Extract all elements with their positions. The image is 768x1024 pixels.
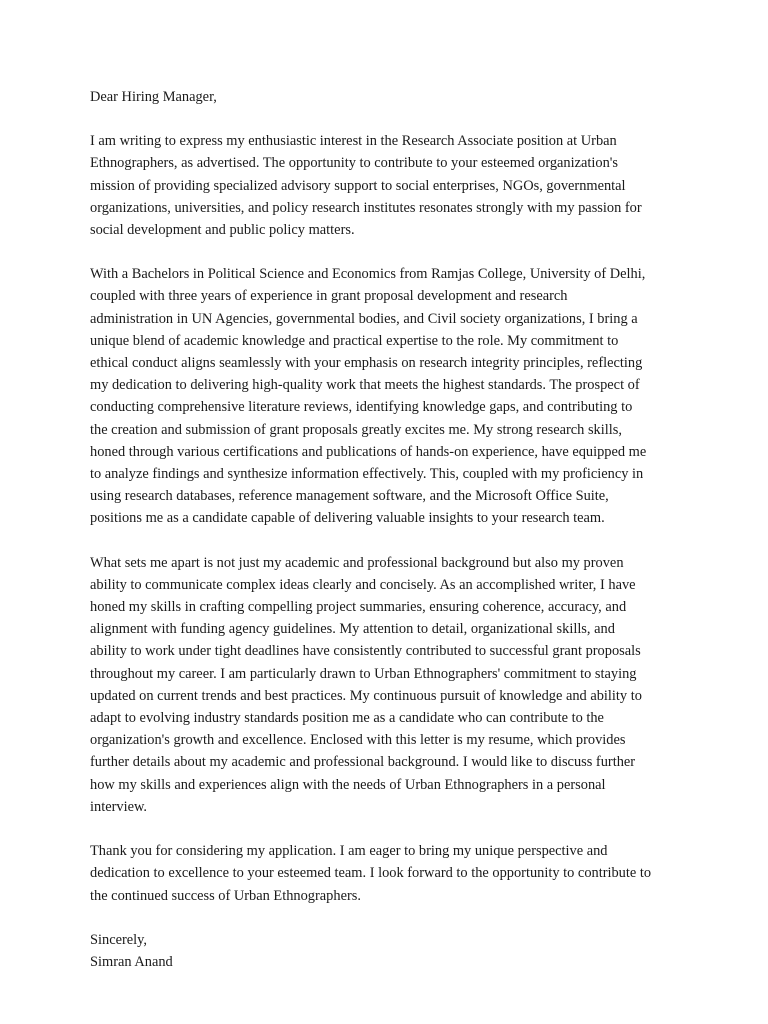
text-line: coupled with three years of experience in grant proposal development and research	[90, 288, 568, 305]
text-line: positions me as a candidate capable of delivering valuable insights to your research team.	[90, 510, 605, 527]
closing-block	[90, 929, 690, 973]
paragraph-background	[90, 263, 690, 529]
text-line: What sets me apart is not just my academic and professional background but also my proven	[90, 554, 624, 571]
paragraph-intro	[90, 130, 690, 241]
text-line: the continued success of Urban Ethnographers.	[90, 887, 361, 904]
text-line: social development and public policy matters.	[90, 222, 355, 239]
text-line: ability to work under tight deadlines have consistently contributed to successful grant proposals	[90, 643, 641, 660]
text-line: organizations, universities, and policy research institutes resonates strongly with my passion for	[90, 199, 642, 216]
text-line: alignment with funding agency guidelines. My attention to detail, organizational skills, and	[90, 621, 615, 638]
text-line: further details about my academic and professional background. I would like to discuss further	[90, 754, 636, 771]
text-line: updated on current trends and best practices. My continuous pursuit of knowledge and ability to	[90, 687, 642, 704]
text-line: unique blend of academic knowledge and practical expertise to the role. My commitment to	[90, 332, 619, 349]
text-line: honed through various certifications and publications of hands-on experience, have equipped me	[90, 443, 647, 460]
text-line: honed my skills in crafting compelling project summaries, ensuring coherence, accuracy, and	[90, 599, 627, 616]
closing: Sincerely,	[90, 931, 148, 948]
paragraph-strengths	[90, 552, 690, 818]
text-line: administration in UN Agencies, governmental bodies, and Civil society organizations, I bring a	[90, 310, 638, 327]
text-line: conducting comprehensive literature reviews, identifying knowledge gaps, and contributing to	[90, 399, 633, 416]
text-line: throughout my career. I am particularly drawn to Urban Ethnographers' commitment to staying	[90, 665, 637, 682]
text-line: how my skills and experiences align with the needs of Urban Ethnographers in a personal	[90, 776, 606, 793]
text-line: dedication to excellence to your esteemed team. I look forward to the opportunity to contribute to	[90, 865, 652, 882]
letter-page	[90, 86, 690, 973]
text-line: Thank you for considering my application. I am eager to bring my unique perspective and	[90, 843, 608, 860]
paragraph-thanks	[90, 840, 690, 907]
text-line: With a Bachelors in Political Science and Economics from Ramjas College, University of Delhi,	[90, 266, 646, 283]
text-line: organization's growth and excellence. Enclosed with this letter is my resume, which provides	[90, 732, 626, 749]
signature: Simran Anand	[90, 953, 173, 970]
text-line: using research databases, reference management software, and the Microsoft Office Suite,	[90, 488, 609, 505]
text-line: ability to communicate complex ideas clearly and concisely. As an accomplished writer, I have	[90, 576, 636, 593]
text-line: my dedication to delivering high-quality work that meets the highest standards. The prospect of	[90, 377, 640, 394]
text-line: the creation and submission of grant proposals greatly excites me. My strong research skills,	[90, 421, 622, 438]
text-line: to analyze findings and synthesize information effectively. This, coupled with my proficiency in	[90, 466, 644, 483]
text-line: interview.	[90, 798, 148, 815]
text-line: adapt to evolving industry standards position me as a candidate who can contribute to the	[90, 710, 604, 727]
text-line: Ethnographers, as advertised. The opportunity to contribute to your esteemed organization's	[90, 155, 618, 172]
text-line: mission of providing specialized advisory support to social enterprises, NGOs, governmental	[90, 177, 626, 194]
text-line: I am writing to express my enthusiastic interest in the Research Associate position at Urban	[90, 133, 617, 150]
salutation: Dear Hiring Manager,	[90, 89, 217, 105]
text-line: ethical conduct aligns seamlessly with your emphasis on research integrity principles, reflecting	[90, 355, 643, 372]
